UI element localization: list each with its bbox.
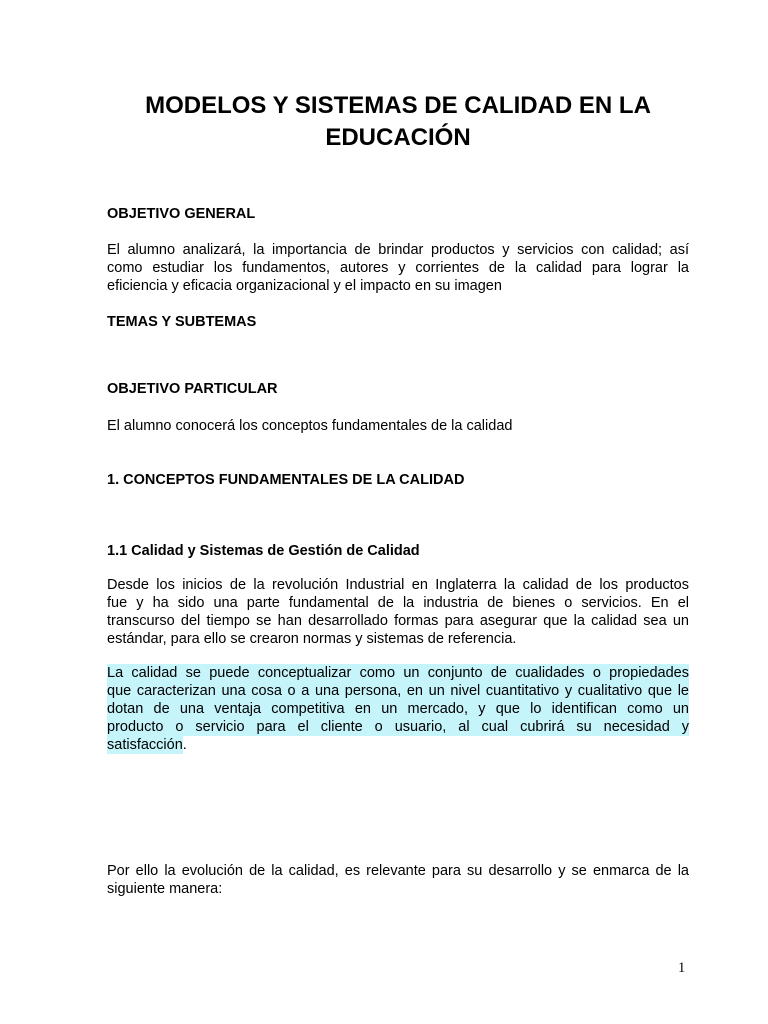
section-1-1-heading: 1.1 Calidad y Sistemas de Gestión de Calidad	[107, 543, 420, 559]
objetivo-general-heading: OBJETIVO GENERAL	[107, 206, 256, 222]
temas-heading: TEMAS Y SUBTEMAS	[107, 314, 257, 330]
objetivo-particular-heading: OBJETIVO PARTICULAR	[107, 381, 278, 397]
highlighted-line	[107, 718, 689, 736]
paragraph-line: transcurso del tiempo se han desarrollado formas para asegurar que la calidad sea un	[107, 613, 689, 629]
page-number: 1	[678, 960, 686, 976]
paragraph-line: Desde los inicios de la revolución Industrial en Inglaterra la calidad de los productos	[107, 577, 689, 593]
paragraph-line: El alumno analizará, la importancia de brindar productos y servicios con calidad; así	[107, 242, 689, 258]
paragraph-line: estándar, para ello se crearon normas y sistemas de referencia.	[107, 631, 517, 647]
objetivo-particular-paragraph	[107, 417, 689, 435]
highlight-mark: dotan de una ventaja competitiva en un mercado, y que lo identifican como un	[107, 701, 689, 717]
paragraph-line: eficiencia y eficacia organizacional y el impacto en su imagen	[107, 278, 502, 294]
paragraph-line: Por ello la evolución de la calidad, es relevante para su desarrollo y se enmarca de la	[107, 863, 689, 879]
highlighted-line	[107, 664, 689, 682]
highlight-mark: que caracterizan una cosa o a una persona, en un nivel cuantitativo y cualitativo que le	[107, 683, 689, 699]
highlighted-definition-paragraph	[107, 664, 689, 754]
section-1-heading: 1. CONCEPTOS FUNDAMENTALES DE LA CALIDAD	[107, 472, 465, 488]
document-title	[107, 90, 689, 154]
highlighted-line	[107, 736, 689, 754]
paragraph-line: como estudiar los fundamentos, autores y corrientes de la calidad para lograr la	[107, 260, 689, 276]
objetivo-general-paragraph	[107, 241, 689, 295]
highlight-mark: producto o servicio para el cliente o usuario, al cual cubrirá su necesidad y	[107, 719, 689, 735]
paragraph-evolution	[107, 862, 689, 898]
paragraph-history	[107, 576, 689, 648]
highlight-mark: satisfacción	[107, 737, 183, 753]
paragraph-period: .	[182, 737, 187, 753]
paragraph-line: fue y ha sido una parte fundamental de la industria de bienes o servicios. En el	[107, 595, 689, 611]
paragraph-line: El alumno conocerá los conceptos fundamentales de la calidad	[107, 418, 513, 434]
highlighted-line	[107, 700, 689, 718]
title-line-1: MODELOS Y SISTEMAS DE CALIDAD EN LA	[145, 92, 651, 119]
highlight-mark: La calidad se puede conceptualizar como un conjunto de cualidades o propiedades	[107, 665, 689, 681]
highlighted-line	[107, 682, 689, 700]
paragraph-line: siguiente manera:	[107, 881, 223, 897]
title-line-2: EDUCACIÓN	[325, 124, 471, 151]
